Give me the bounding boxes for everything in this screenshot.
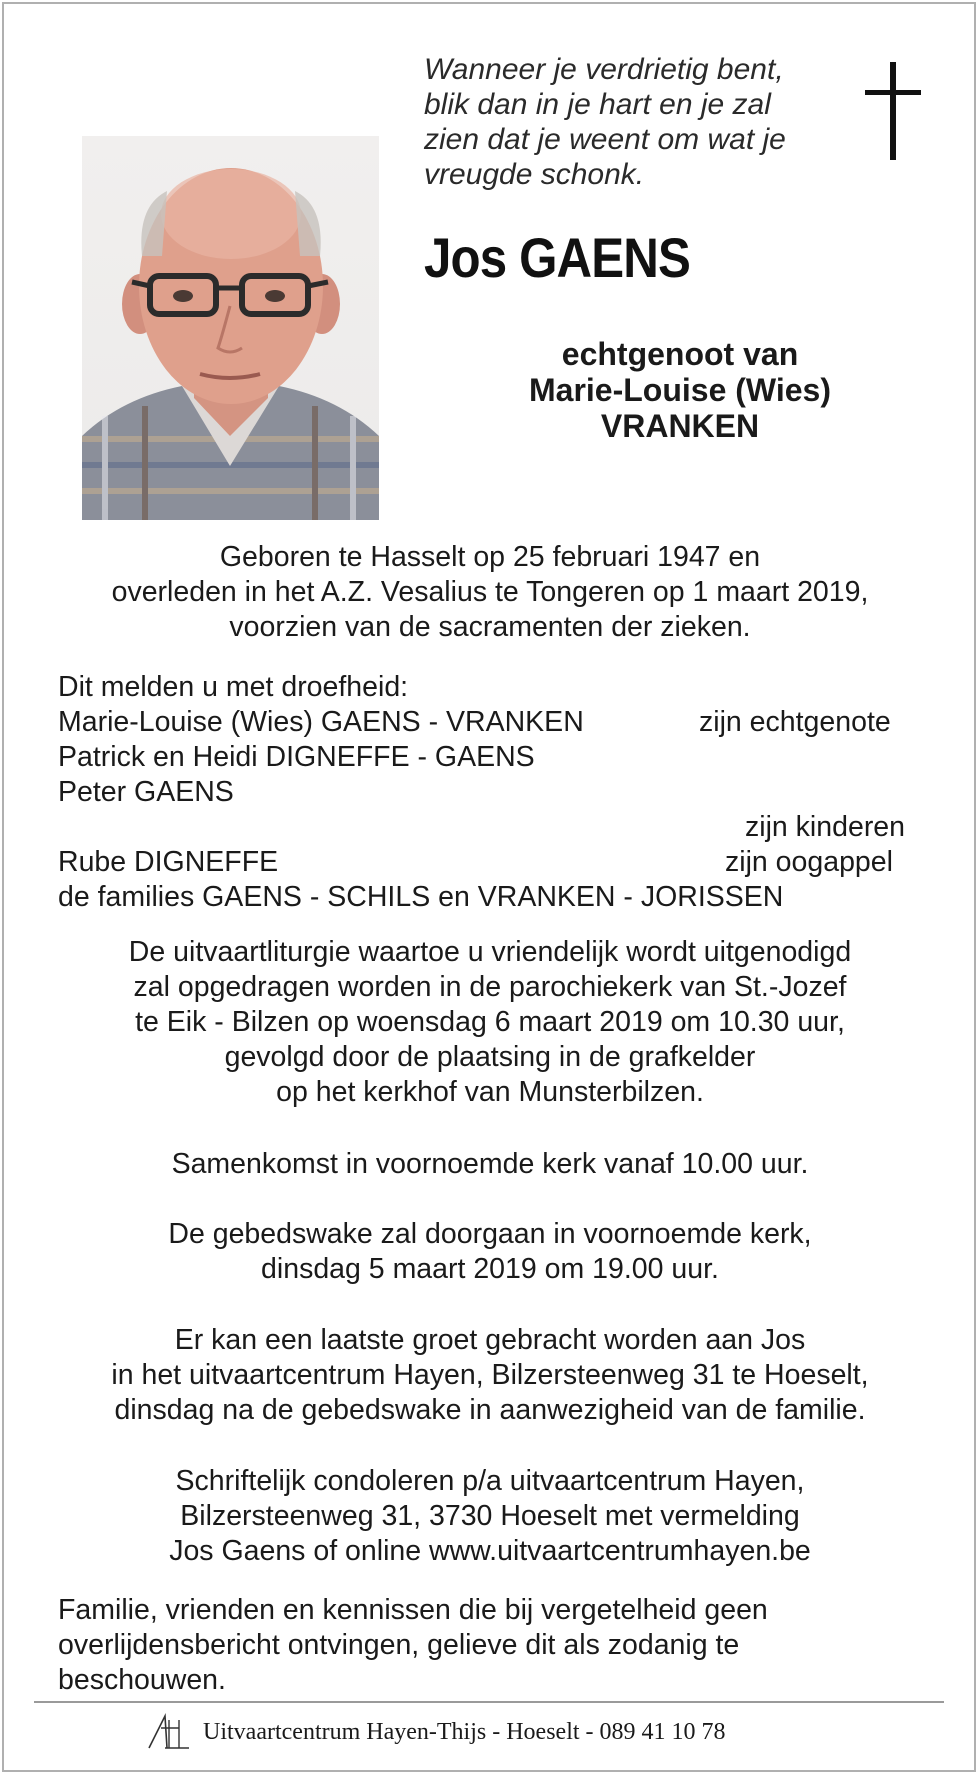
funeral-line: zal opgedragen worden in de parochiekerk van St.-Jozef — [133, 971, 847, 1003]
condolences-line: Schriftelijk condoleren p/a uitvaartcentrum Hayen, — [175, 1465, 805, 1497]
family-block — [58, 670, 918, 915]
family-child-1: Patrick en Heidi DIGNEFFE - GAENS — [58, 741, 535, 773]
spouse-line: Marie-Louise (Wies) — [529, 372, 831, 408]
spouse-line: VRANKEN — [600, 408, 760, 444]
family-spouse-name: Marie-Louise (Wies) GAENS - VRANKEN — [58, 706, 584, 738]
closing-line: beschouwen. — [58, 1664, 226, 1696]
closing-block — [58, 1593, 918, 1698]
funeral-block — [40, 935, 940, 1110]
footer-divider — [34, 1701, 944, 1703]
family-spouse-role: zijn echtgenote — [699, 706, 891, 738]
poem-line: Wanneer je verdrietig bent, — [424, 53, 784, 86]
poem-line: blik dan in je hart en je zal — [424, 88, 771, 121]
portrait-illustration — [82, 136, 379, 520]
condolences-line: Bilzersteenweg 31, 3730 Hoeselt met vermelding — [180, 1500, 800, 1532]
vigil-line: dinsdag 5 maart 2019 om 19.00 uur. — [261, 1253, 719, 1285]
family-child-2: Peter GAENS — [58, 776, 234, 808]
funeral-line: gevolgd door de plaatsing in de grafkelder — [224, 1041, 756, 1073]
condolences-block — [40, 1464, 940, 1569]
family-row-spouse — [58, 705, 918, 740]
cross-icon — [863, 62, 923, 160]
closing-line: overlijdensbericht ontvingen, gelieve dit als zodanig te — [58, 1629, 740, 1661]
footer — [145, 1710, 845, 1754]
poem — [424, 52, 844, 192]
closing-line: Familie, vrienden en kennissen die bij vergetelheid geen — [58, 1594, 768, 1626]
poem-line: zien dat je weent om wat je — [424, 123, 786, 156]
family-row-children-role — [58, 810, 918, 845]
farewell-line: dinsdag na de gebedswake in aanwezigheid van de familie. — [114, 1394, 866, 1426]
funeral-home-logo-icon — [145, 1710, 191, 1754]
birth-death-line: overleden in het A.Z. Vesalius te Tongeren op 1 maart 2019, — [111, 576, 869, 608]
condolences-line: Jos Gaens of online www.uitvaartcentrumhayen.be — [169, 1535, 811, 1567]
family-intro: Dit melden u met droefheid: — [58, 671, 409, 703]
vigil-line: De gebedswake zal doorgaan in voornoemde kerk, — [168, 1218, 812, 1250]
spouse-block — [450, 336, 910, 444]
funeral-line: te Eik - Bilzen op woensdag 6 maart 2019 om 10.30 uur, — [135, 1006, 845, 1038]
family-row-grandchild — [58, 845, 918, 880]
poem-line: vreugde schonk. — [424, 158, 645, 191]
birth-death-block — [40, 540, 940, 645]
farewell-line: Er kan een laatste groet gebracht worden aan Jos — [174, 1324, 806, 1356]
family-grandchild-role: zijn oogappel — [725, 846, 893, 878]
family-children-role: zijn kinderen — [745, 811, 906, 843]
portrait-photo — [82, 136, 379, 520]
funeral-line: De uitvaartliturgie waartoe u vriendelijk wordt uitgenodigd — [128, 936, 852, 968]
family-families: de families GAENS - SCHILS en VRANKEN - JORISSEN — [58, 881, 784, 913]
gathering-line: Samenkomst in voornoemde kerk vanaf 10.00 uur. — [171, 1148, 809, 1180]
footer-text: Uitvaartcentrum Hayen-Thijs - Hoeselt - 089 41 10 78 — [203, 1719, 726, 1745]
farewell-block — [40, 1323, 940, 1428]
vigil-block — [40, 1217, 940, 1287]
spouse-line: echtgenoot van — [561, 336, 799, 372]
funeral-line: op het kerkhof van Munsterbilzen. — [276, 1076, 704, 1108]
farewell-line: in het uitvaartcentrum Hayen, Bilzersteenweg 31 te Hoeselt, — [111, 1359, 869, 1391]
deceased-name: Jos GAENS — [424, 226, 690, 289]
gathering-block — [40, 1147, 940, 1182]
birth-death-line: Geboren te Hasselt op 25 februari 1947 en — [219, 541, 761, 573]
family-grandchild-name: Rube DIGNEFFE — [58, 846, 279, 878]
birth-death-line: voorzien van de sacramenten der zieken. — [229, 611, 751, 643]
